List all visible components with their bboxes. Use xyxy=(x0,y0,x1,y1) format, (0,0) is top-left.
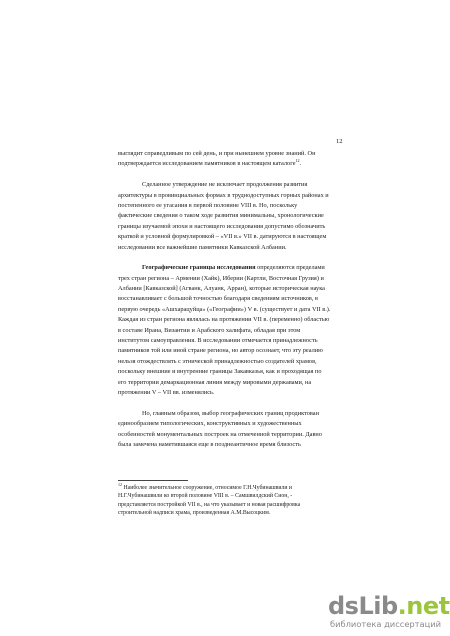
logo-wordmark xyxy=(328,592,450,620)
page-number: 12 xyxy=(336,138,343,145)
text-line: была замечена наметившаяся еще в позднеантичное время близость xyxy=(118,440,301,448)
logo-tld: .net xyxy=(397,592,450,620)
footnote-line xyxy=(118,484,358,492)
text-line: архитектуры в провинциальных формах в труднодоступных горных районах и xyxy=(118,191,329,199)
text-fragment: подтверждается исследованием памятников в настоящем каталоге xyxy=(118,160,296,168)
text-line: фактические сведения о таком ходе развития минимальны, хронологические xyxy=(118,212,324,220)
text-line: Сделанное утверждение не исключает продолжения развития xyxy=(142,181,308,189)
footnote-marker: 12 xyxy=(118,482,122,488)
logo-main-text: dsLib xyxy=(328,592,398,620)
text-line: постепенного ее угасания в первой половине VIII в. Но, поскольку xyxy=(118,201,298,209)
text-line: восстанавливает с большой точностью благодаря сведениям источников, в xyxy=(118,295,318,303)
text-line: нельзя отождествлять с этнической принадлежностью создателей храмов, xyxy=(118,357,317,365)
text-line: особенностей монументальных построек на отмеченной территории. Давно xyxy=(118,430,322,438)
document-body xyxy=(118,149,350,450)
text-line xyxy=(118,159,350,169)
text-line: в составе Ирана, Византии и Арабского халифата, обладая при этом xyxy=(118,326,301,334)
footnote-line: представляется постройкой VII в., на что указывает и новая расшифровка xyxy=(118,501,301,508)
section-heading-inline: Географические границы исследования xyxy=(142,264,256,272)
text-fragment: Наиболее значительное сооружение, относимое Г.Н.Чубинашвили и xyxy=(123,485,293,491)
text-fragment: . xyxy=(299,160,302,168)
text-line: памятников той или иной стране региона, но автор осознает, что эту реалию xyxy=(118,347,323,355)
logo-subtitle: библиотека диссертаций xyxy=(330,619,442,629)
text-line: протяжении V – VII вв. изменялись. xyxy=(118,388,215,396)
text-line: краткой и условной формулировкой – «VII в.» VII в. датируются в настоящем xyxy=(118,233,327,241)
text-line: Но, главным образом, выбор географических границ продиктован xyxy=(142,409,319,417)
text-line: поскольку внешние и внутренние границы Закавказья, как и проходящая по xyxy=(118,368,322,376)
text-line: трех стран региона – Армении (Хайк), Иберии (Картли, Восточная Грузия) и xyxy=(118,274,324,282)
text-line xyxy=(118,263,350,273)
footnote-divider xyxy=(118,480,188,481)
footnote-line: Н.Г.Чубинашвили ко второй половине VIII в. – Самшвилдский Сион, - xyxy=(118,493,293,500)
text-line: институтом самоуправления. В исследовании отмечается принадлежность xyxy=(118,337,318,345)
text-line: исследовании все важнейшие памятники Кавказской Албании. xyxy=(118,243,287,251)
text-fragment: определяются пределами xyxy=(255,264,325,272)
text-line: Каждая из стран региона являлась на протяжении VII в. (переменно) областью xyxy=(118,316,330,324)
text-line: его территории демаркационная линия между мировыми державами, на xyxy=(118,378,312,386)
footnote-ref[interactable]: 12 xyxy=(295,158,300,164)
text-line: Албании [Кавказской] (Агванк, Алуанк, Арран), которые историческая наука xyxy=(118,285,325,293)
footnotes xyxy=(118,484,358,517)
text-line: границы изучаемой эпохи и настоящего исследования допустимо обозначить xyxy=(118,222,326,230)
text-line: единообразием типологических, конструктивных и художественных xyxy=(118,420,302,428)
dslib-logo[interactable] xyxy=(328,592,448,632)
text-line: первую очередь «Ашхарацуйца» («Географии») V в. (существует и дата VII в.). xyxy=(118,305,331,313)
text-line: выглядит справедливым по сей день, и при нынешнем уровне знаний. Он xyxy=(118,150,316,157)
footnote-line: строительной надписи храма, произведенная А.М.Высоцким. xyxy=(118,509,271,516)
